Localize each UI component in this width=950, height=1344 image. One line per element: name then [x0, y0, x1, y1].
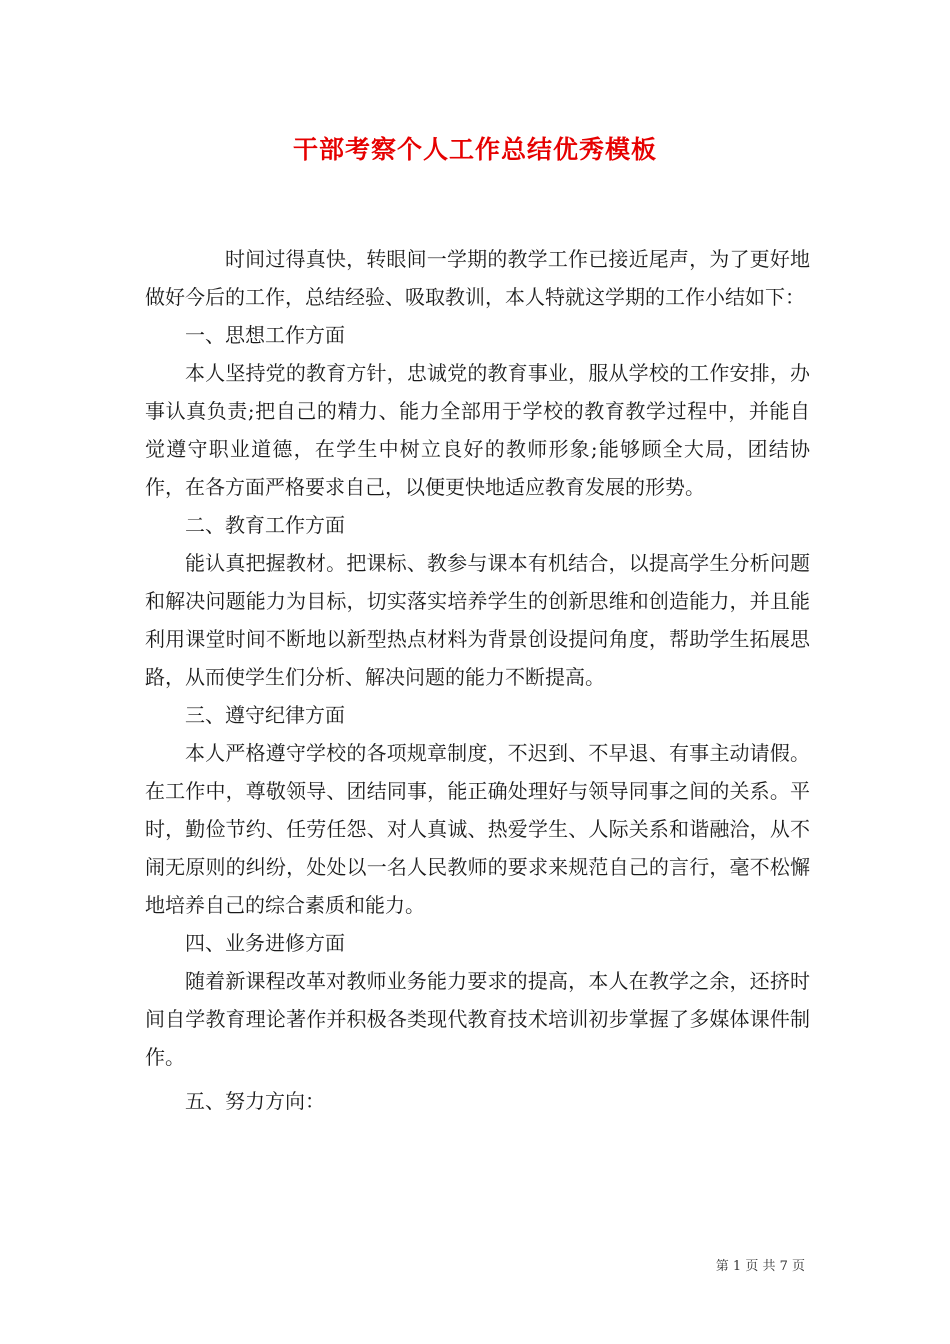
section-heading-3: 三、遵守纪律方面: [185, 703, 345, 727]
section-body-2: 能认真把握教材。把课标、教参与课本有机结合，以提高学生分析问题和解决问题能力为目标，切实落实培养学生的创新思维和创造能力，并且能利用课堂时间不断地以新型热点材料为背景创设提问角度，帮助学生拓展思路，从而使学生们分析、解决问题的能力不断提高。: [145, 551, 810, 689]
section-heading-4: 四、业务进修方面: [185, 931, 345, 955]
document-body: [145, 240, 810, 1120]
page-number: 第 1 页 共 7 页: [715, 1259, 805, 1274]
section-body-1: 本人坚持党的教育方针，忠诚党的教育事业，服从学校的工作安排，办事认真负责;把自己的精力、能力全部用于学校的教育教学过程中，并能自觉遵守职业道德，在学生中树立良好的教师形象;能够顾全大局，团结协作，在各方面严格要求自己，以便更快地适应教育发展的形势。: [145, 361, 810, 499]
section-body-3: 本人严格遵守学校的各项规章制度，不迟到、不早退、有事主动请假。在工作中，尊敬领导、团结同事，能正确处理好与领导同事之间的关系。平时，勤俭节约、任劳任怨、对人真诚、热爱学生、人际关系和谐融洽，从不闹无原则的纠纷，处处以一名人民教师的要求来规范自己的言行，毫不松懈地培养自己的综合素质和能力。: [145, 741, 810, 917]
section-heading-1: 一、思想工作方面: [185, 323, 345, 347]
section-body-4: 随着新课程改革对教师业务能力要求的提高，本人在教学之余，还挤时间自学教育理论著作并积极各类现代教育技术培训初步掌握了多媒体课件制作。: [145, 969, 810, 1069]
document-title: 干部考察个人工作总结优秀模板: [292, 135, 657, 164]
section-heading-5: 五、努力方向：: [185, 1089, 325, 1113]
section-heading-2: 二、教育工作方面: [185, 513, 345, 537]
intro-paragraph: 时间过得真快，转眼间一学期的教学工作已接近尾声，为了更好地做好今后的工作，总结经验、吸取教训，本人特就这学期的工作小结如下：: [145, 247, 810, 309]
